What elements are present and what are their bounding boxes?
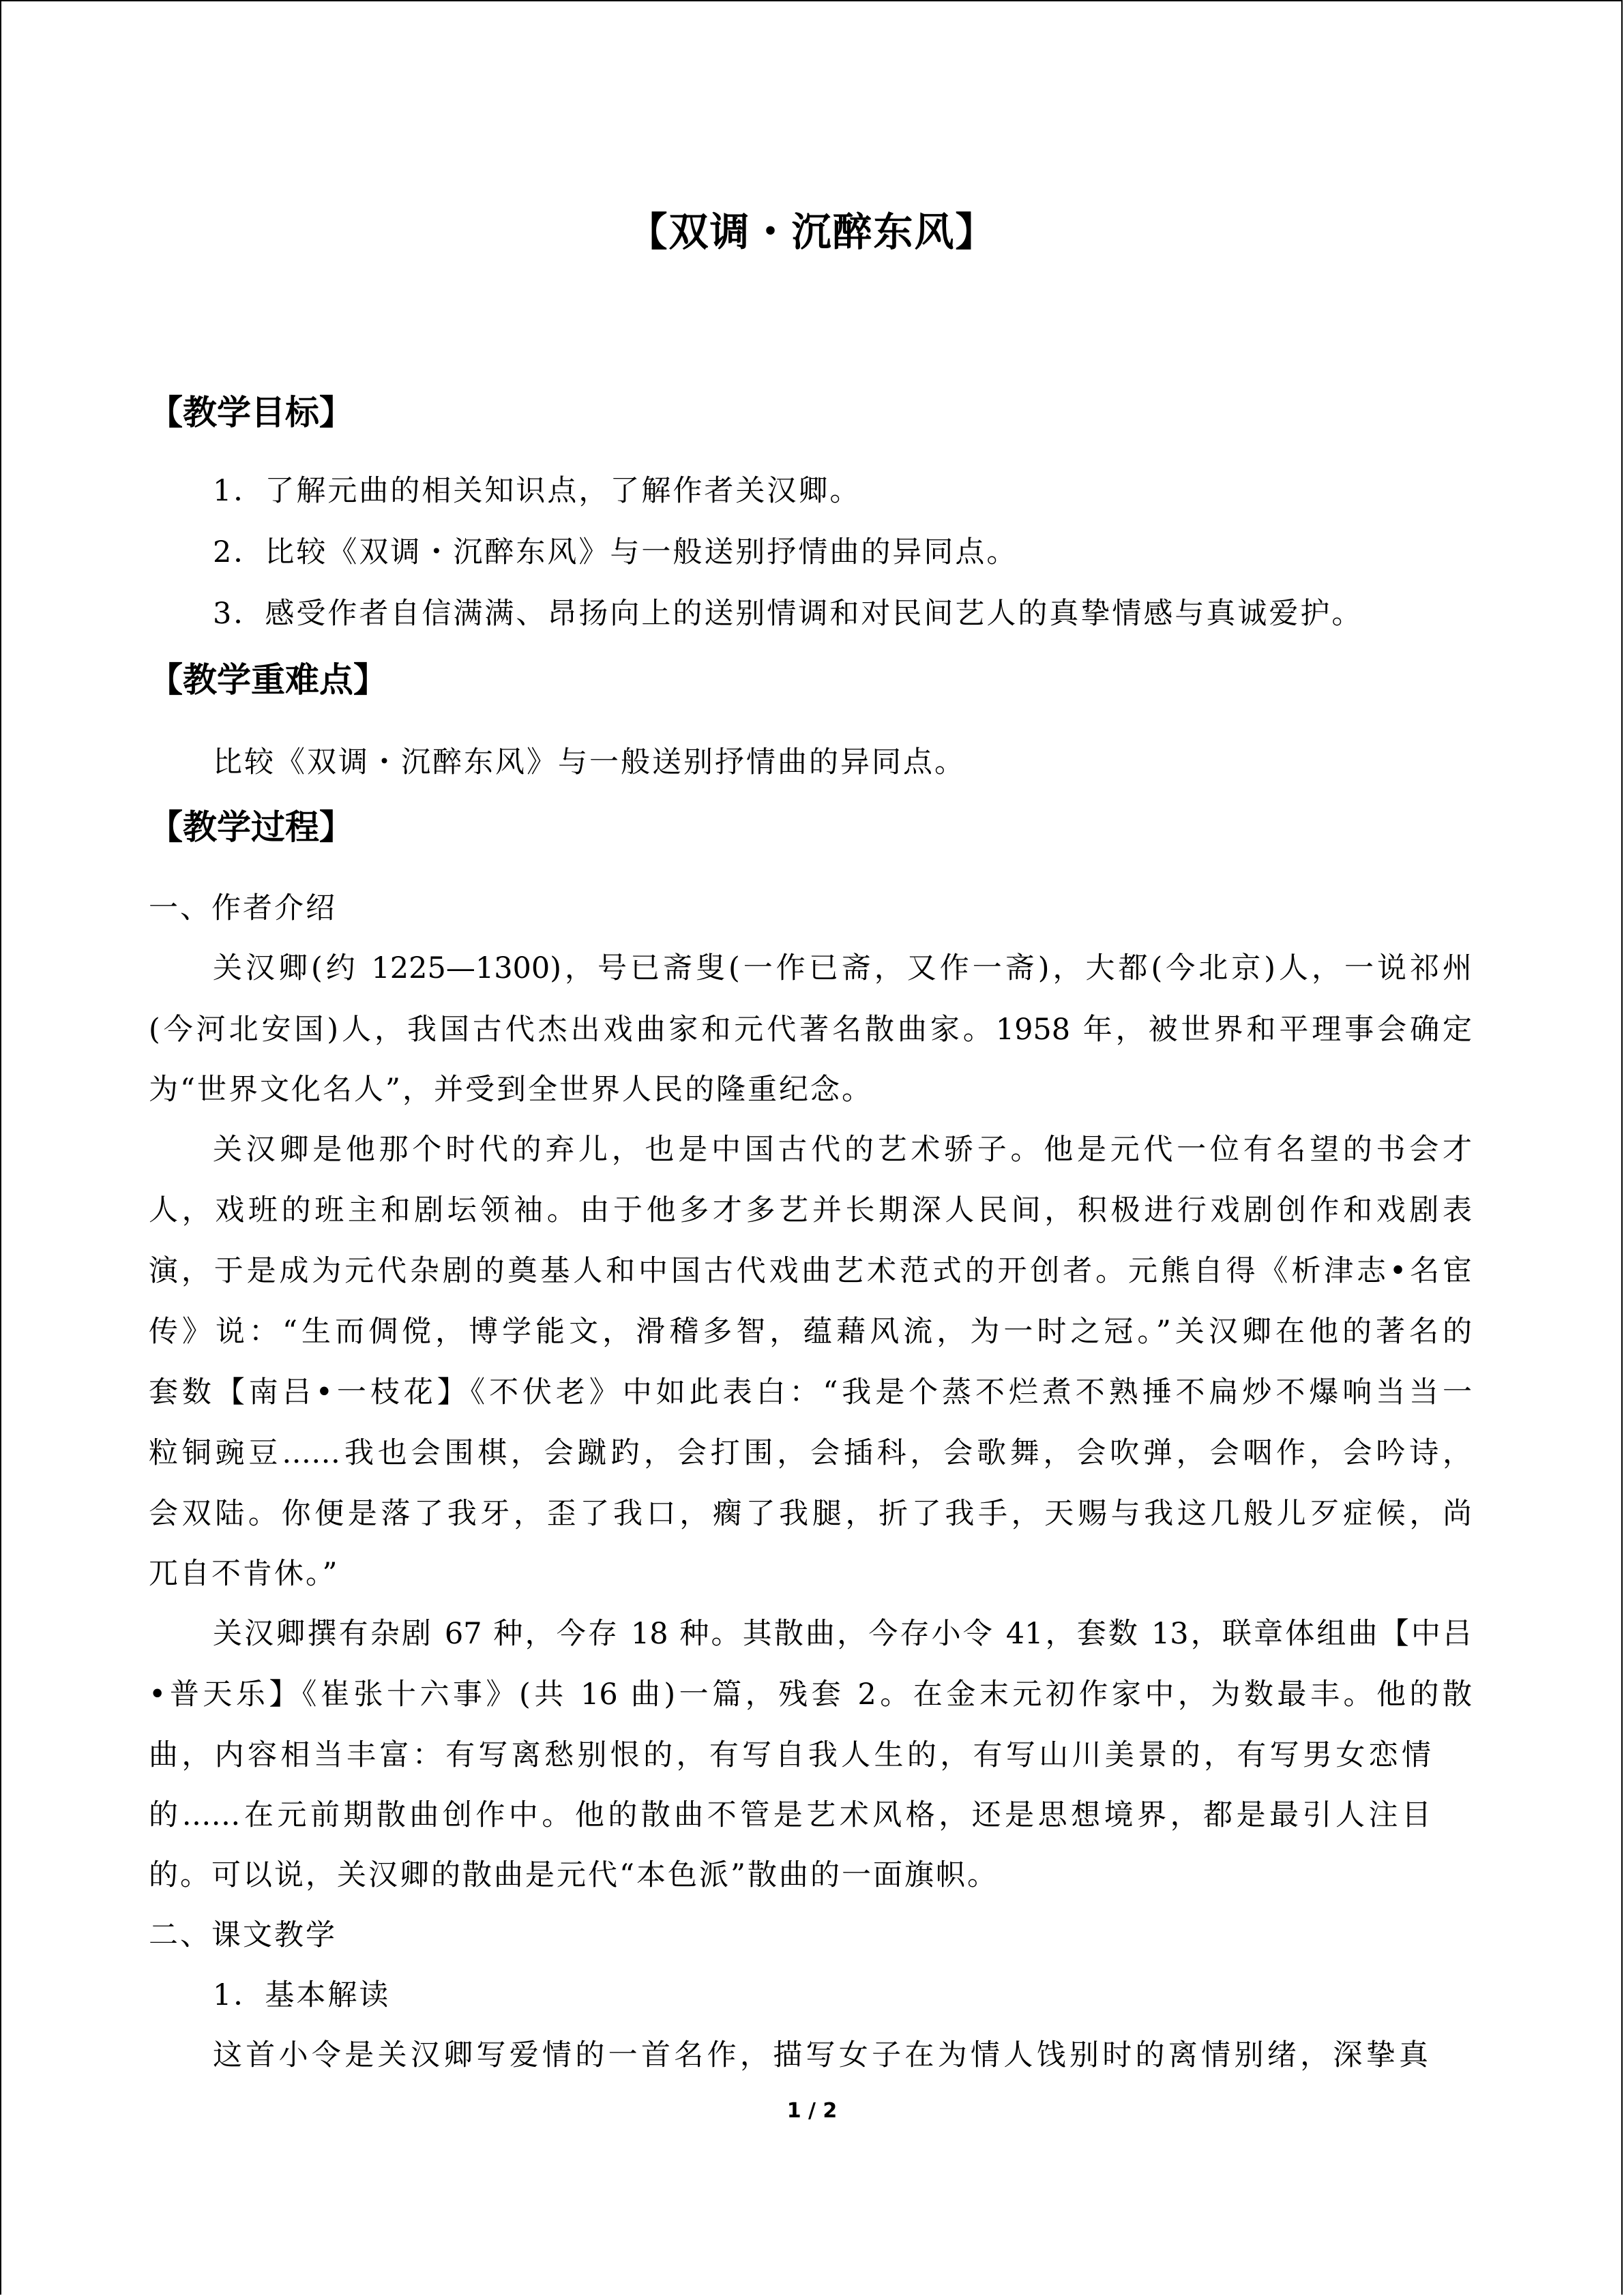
paragraph-line: (今河北安国)人，我国古代杰出戏曲家和元代著名散曲家。1958 年，被世界和平理事会确定 xyxy=(149,1013,1472,1047)
goal-item: 2．比较《双调・沉醉东风》与一般送别抒情曲的异同点。 xyxy=(213,535,1018,569)
paragraph-line: 曲，内容相当丰富：有写离愁别恨的，有写自我人生的，有写山川美景的，有写男女恋情 xyxy=(149,1738,1431,1772)
paragraph-line: 的。可以说，关汉卿的散曲是元代“本色派”散曲的一面旗帜。 xyxy=(149,1858,999,1892)
document-title: 【双调・沉醉东风】 xyxy=(628,209,996,255)
paragraph-line: 的……在元前期散曲创作中。他的散曲不管是艺术风格，还是思想境界，都是最引人注目 xyxy=(149,1798,1431,1832)
paragraph-line: 粒铜豌豆……我也会围棋，会蹴趵，会打围，会插科，会歌舞，会吹弹，会咽作，会吟诗， xyxy=(149,1436,1472,1470)
paragraph-line: 兀自不肯休。” xyxy=(149,1557,340,1591)
key-points-heading: 【教学重难点】 xyxy=(149,660,387,700)
paragraph-line: 套数【南吕•一枝花】《不伏老》中如此表白：“我是个蒸不烂煮不熟捶不扁炒不爆响当当一 xyxy=(149,1375,1472,1410)
paragraph-line: 这首小令是关汉卿写爱情的一首名作，描写女子在为情人饯别时的离情别绪，深挚真 xyxy=(213,2038,1428,2072)
paragraph-line: 关汉卿(约 1225—1300)，号已斋叟(一作已斋，又作一斋)，大都(今北京)人，一说祁州 xyxy=(213,951,1472,985)
paragraph-line: 人，戏班的班主和剧坛领袖。由于他多才多艺并长期深人民间，积极进行戏剧创作和戏剧表 xyxy=(149,1193,1472,1227)
subsection-title: 1．基本解读 xyxy=(213,1978,391,2012)
paragraph-line: •普天乐】《崔张十六事》(共 16 曲)一篇，残套 2。在金末元初作家中，为数最丰。他的散 xyxy=(149,1678,1472,1712)
paragraph-line: 会双陆。你便是落了我牙，歪了我口，瘸了我腿，折了我手，天赐与我这几般儿歹症候，尚 xyxy=(149,1497,1472,1531)
key-points-text: 比较《双调・沉醉东风》与一般送别抒情曲的异同点。 xyxy=(213,745,966,779)
goal-item: 3．感受作者自信满满、昂扬向上的送别情调和对民间艺人的真挚情感与真诚爱护。 xyxy=(213,597,1363,631)
goals-heading: 【教学目标】 xyxy=(149,393,353,432)
paragraph-line: 关汉卿撰有杂剧 67 种，今存 18 种。其散曲，今存小令 41，套数 13，联章体组曲【中吕 xyxy=(213,1617,1472,1651)
part1-title: 一、作者介绍 xyxy=(149,891,337,925)
process-heading: 【教学过程】 xyxy=(149,807,353,847)
paragraph-line: 关汉卿是他那个时代的弃儿，也是中国古代的艺术骄子。他是元代一位有名望的书会才 xyxy=(213,1133,1472,1167)
page-number: 1 / 2 xyxy=(786,2099,838,2123)
goal-item: 1．了解元曲的相关知识点，了解作者关汉卿。 xyxy=(213,474,861,508)
paragraph-line: 传》说：“生而倜傥，博学能文，滑稽多智，蕴藉风流，为一时之冠。”关汉卿在他的著名的 xyxy=(149,1315,1472,1349)
paragraph-line: 为“世界文化名人”，并受到全世界人民的隆重纪念。 xyxy=(149,1073,873,1107)
paragraph-line: 演，于是成为元代杂剧的奠基人和中国古代戏曲艺术范式的开创者。元熊自得《析津志•名宦 xyxy=(149,1254,1472,1288)
part2-title: 二、课文教学 xyxy=(149,1918,337,1952)
